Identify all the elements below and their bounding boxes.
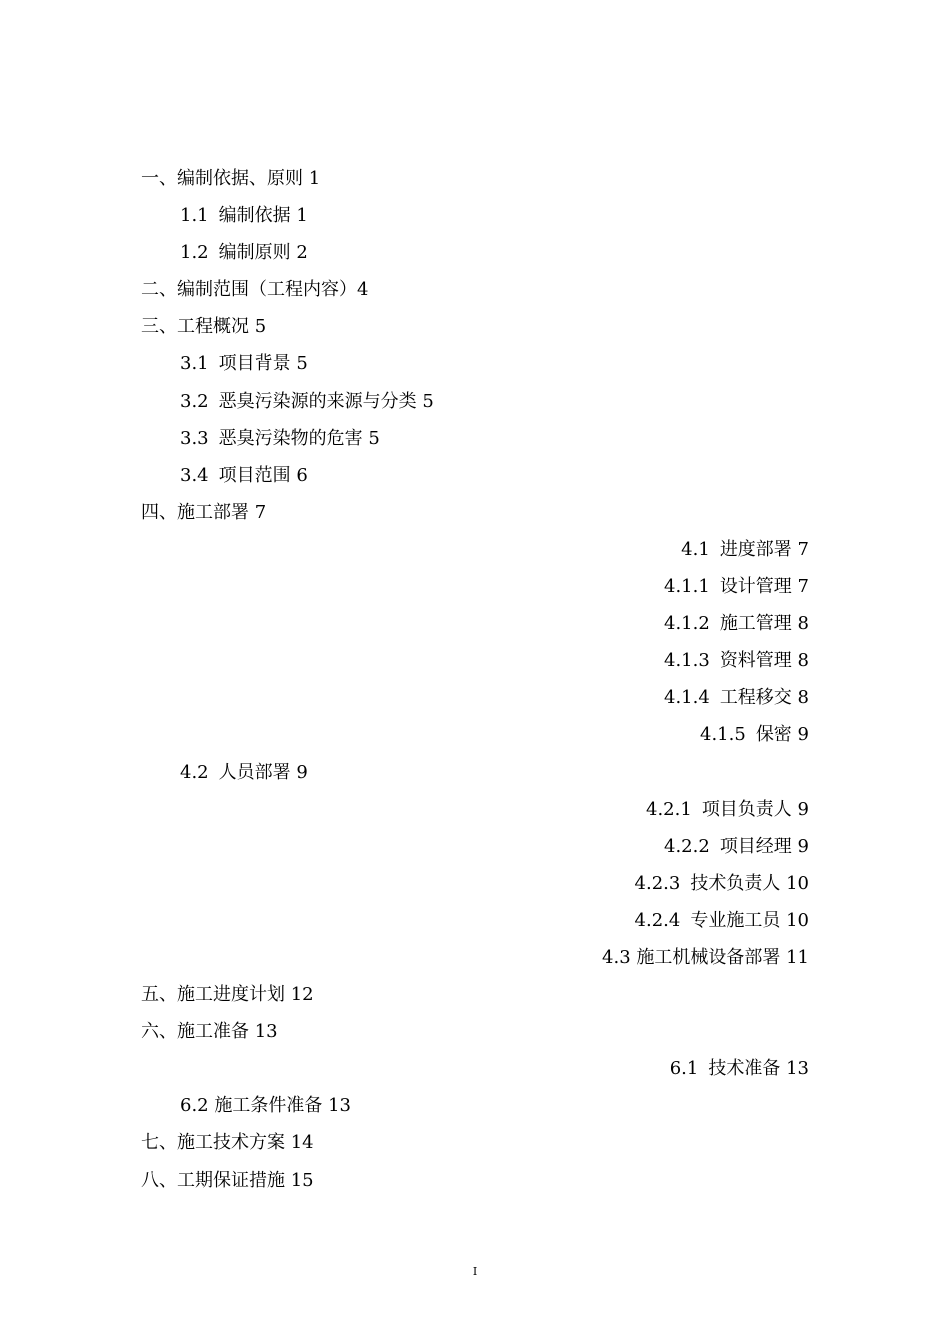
toc-entry-title: 资料管理 8 [719, 650, 809, 672]
toc-entry-number: 3.1 [180, 353, 209, 375]
toc-entry-title: 二、编制范围（工程内容）4 [141, 279, 369, 301]
toc-entry-number: 4.1.1 [664, 576, 710, 598]
toc-entry-number: 4.2.2 [664, 835, 710, 857]
toc-entry-title: 技术准备 13 [708, 1058, 809, 1080]
toc-entry[interactable] [0, 939, 950, 976]
toc-entry-number: 4.1.3 [664, 650, 710, 672]
toc-entry[interactable] [0, 865, 950, 902]
toc-entry-title: 七、施工技术方案 14 [141, 1132, 314, 1154]
toc-entry[interactable] [0, 494, 950, 531]
toc-entry[interactable] [0, 160, 950, 197]
toc-entry-number: 4.2.4 [634, 909, 681, 931]
toc-entry-title: 施工管理 8 [719, 613, 809, 635]
toc-entry[interactable] [0, 1124, 950, 1161]
page-number: I [472, 1265, 478, 1278]
toc-entry-number: 4.1.2 [664, 613, 710, 635]
toc-entry[interactable] [0, 828, 950, 865]
toc-entry-number: 4.1 [681, 538, 710, 560]
toc-entry-title: 项目背景 5 [218, 353, 308, 375]
toc-entry[interactable] [0, 642, 950, 679]
toc-entry[interactable] [0, 568, 950, 605]
toc-entry[interactable] [0, 1087, 950, 1124]
toc-entry-title: 三、工程概况 5 [141, 316, 267, 338]
toc-entry[interactable] [0, 420, 950, 457]
toc-entry-number: 6.1 [669, 1058, 699, 1080]
toc-entry-title: 恶臭污染源的来源与分类 5 [218, 390, 434, 412]
toc-entry-title: 设计管理 7 [719, 576, 809, 598]
toc-entry[interactable] [0, 345, 950, 382]
toc-entry-title: 人员部署 9 [218, 761, 308, 783]
toc-entry[interactable] [0, 605, 950, 642]
toc-entry-title: 一、编制依据、原则 1 [141, 168, 321, 189]
toc-entry-title: 项目经理 9 [719, 835, 809, 857]
toc-entry[interactable] [0, 197, 950, 234]
toc-entry-number: 4.1.5 [700, 724, 746, 746]
toc-entry-title: 五、施工进度计划 12 [141, 984, 314, 1006]
toc-entry-number: 3.3 [180, 427, 209, 449]
toc-entry[interactable] [0, 271, 950, 308]
toc-entry[interactable] [0, 716, 950, 753]
toc-entry[interactable] [0, 457, 950, 494]
toc-entry-title: 编制依据 1 [218, 205, 308, 227]
table-of-contents [0, 160, 950, 1199]
toc-entry-number: 1.2 [180, 242, 209, 264]
toc-entry-title: 项目范围 6 [218, 464, 308, 486]
toc-entry[interactable] [0, 679, 950, 716]
toc-entry[interactable] [0, 791, 950, 828]
toc-entry-title: 恶臭污染物的危害 5 [218, 427, 380, 449]
toc-entry-number: 4.2 [180, 761, 209, 783]
toc-entry-title: 专业施工员 10 [690, 909, 809, 931]
toc-entry[interactable] [0, 976, 950, 1013]
toc-entry[interactable] [0, 1050, 950, 1087]
toc-entry-number: 1.1 [180, 205, 209, 227]
toc-entry-title: 工程移交 8 [719, 687, 809, 709]
toc-entry-number: 3.4 [180, 464, 209, 486]
toc-entry-title: 四、施工部署 7 [141, 501, 267, 523]
toc-entry[interactable] [0, 234, 950, 271]
toc-entry-number: 4.2.3 [634, 872, 681, 894]
toc-entry-number: 4.2.1 [646, 798, 692, 820]
toc-entry-title: 六、施工准备 13 [141, 1021, 278, 1043]
toc-entry[interactable] [0, 754, 950, 791]
toc-entry-title: 编制原则 2 [218, 242, 308, 264]
toc-entry-title: 进度部署 7 [719, 538, 809, 560]
toc-entry[interactable] [0, 383, 950, 420]
toc-entry[interactable] [0, 531, 950, 568]
toc-entry-title: 八、工期保证措施 15 [141, 1169, 314, 1191]
toc-entry[interactable] [0, 1162, 950, 1199]
toc-entry[interactable] [0, 902, 950, 939]
toc-entry-title: 技术负责人 10 [690, 872, 809, 894]
toc-entry[interactable] [0, 1013, 950, 1050]
toc-entry-title: 保密 9 [755, 724, 809, 746]
toc-entry-title: 6.2 施工条件准备 13 [180, 1095, 351, 1117]
toc-entry-title: 4.3 施工机械设备部署 11 [602, 946, 809, 968]
toc-entry[interactable] [0, 308, 950, 345]
toc-entry-number: 4.1.4 [664, 687, 710, 709]
toc-entry-number: 3.2 [180, 390, 209, 412]
toc-entry-title: 项目负责人 9 [701, 798, 809, 820]
